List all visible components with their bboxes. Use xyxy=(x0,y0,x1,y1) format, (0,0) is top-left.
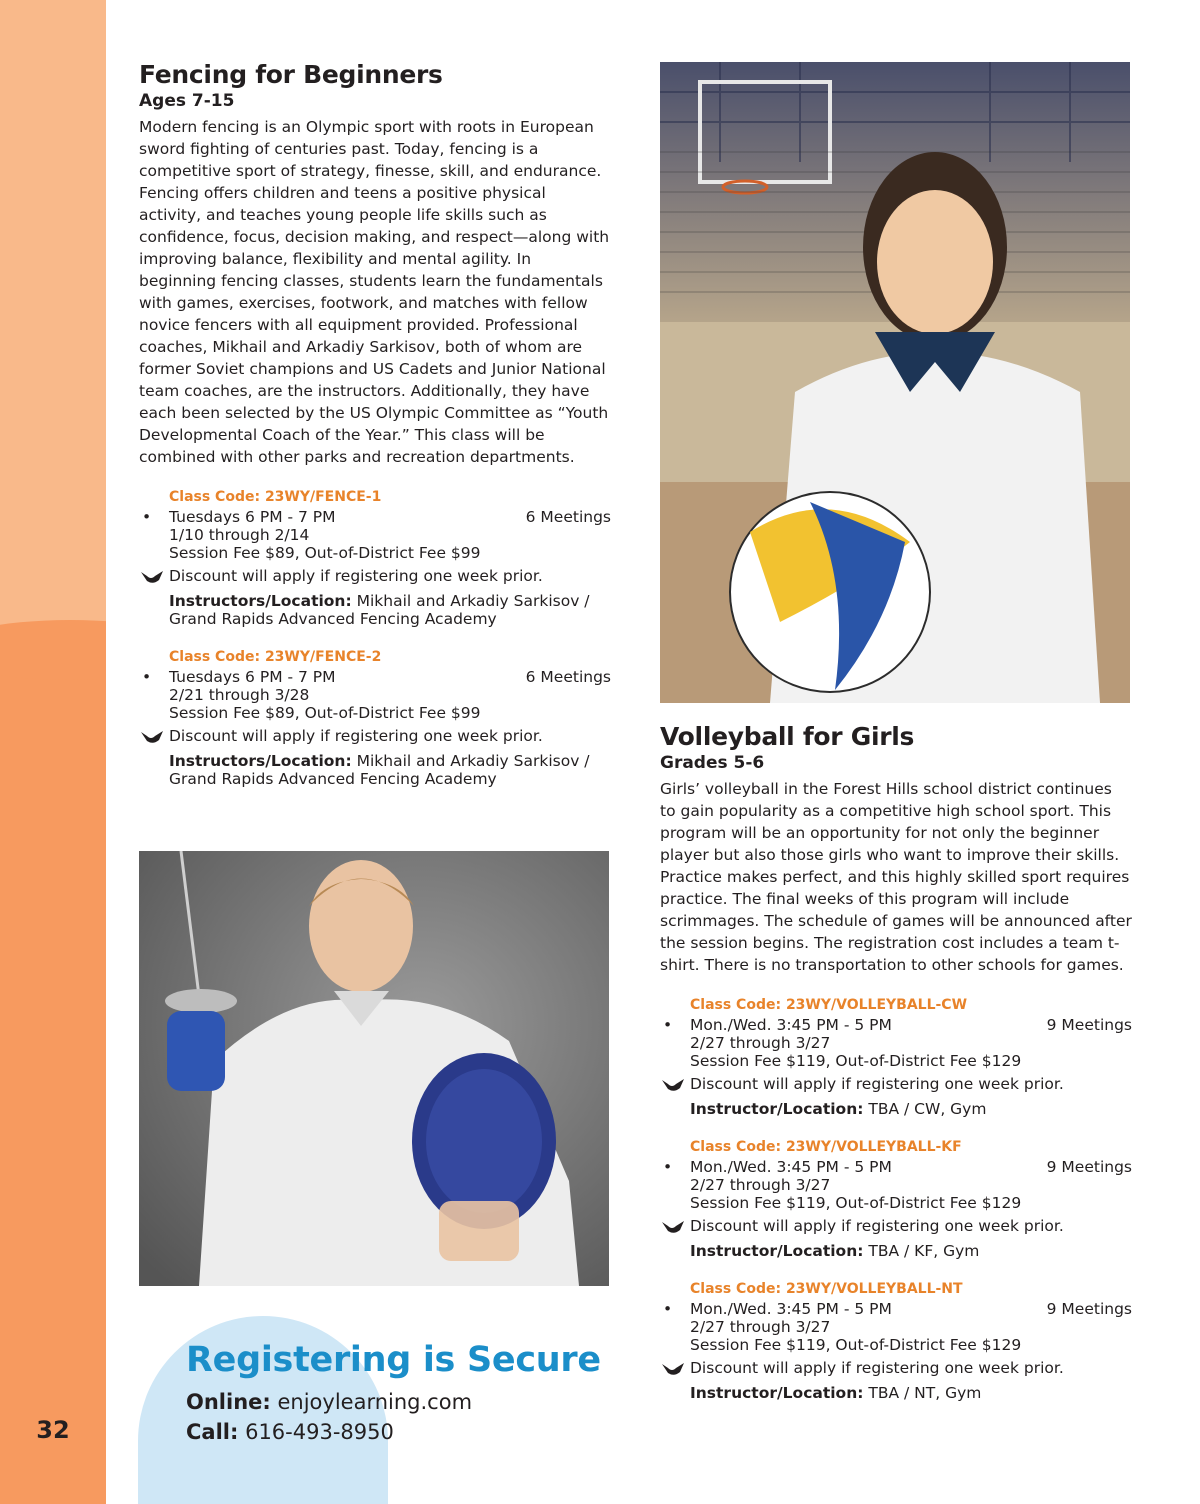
meetings: 9 Meetings xyxy=(1046,1158,1132,1176)
discount-icon xyxy=(141,730,163,744)
dates: 2/27 through 3/27 xyxy=(690,1318,831,1336)
instructor-location xyxy=(169,592,611,628)
registration-call xyxy=(186,1420,394,1444)
schedule: Tuesdays 6 PM - 7 PM xyxy=(169,668,336,686)
discount-text: Discount will apply if registering one week prior. xyxy=(690,1217,1064,1235)
fees: Session Fee $119, Out-of-District Fee $129 xyxy=(690,1052,1022,1070)
instructor-line-2: Grand Rapids Advanced Fencing Academy xyxy=(169,770,497,788)
bullet: • xyxy=(663,1158,673,1176)
side-color-bar xyxy=(0,0,106,1504)
discount-text: Discount will apply if registering one week prior. xyxy=(169,727,543,745)
meetings: 9 Meetings xyxy=(1046,1016,1132,1034)
fencing-title: Fencing for Beginners xyxy=(139,60,443,89)
dates: 2/27 through 3/27 xyxy=(690,1176,831,1194)
girl-with-volleyball-photo xyxy=(660,62,1130,703)
instructor-value: TBA / KF, Gym xyxy=(868,1242,980,1260)
instructor-location xyxy=(690,1242,1132,1260)
bullet: • xyxy=(142,508,152,526)
schedule-line xyxy=(142,668,611,686)
discount-text: Discount will apply if registering one week prior. xyxy=(690,1075,1064,1093)
discount-text: Discount will apply if registering one week prior. xyxy=(690,1359,1064,1377)
fencing-class-2 xyxy=(139,646,611,788)
call-label: Call: xyxy=(186,1420,239,1444)
schedule: Mon./Wed. 3:45 PM - 5 PM xyxy=(690,1300,892,1318)
volleyball-class-cw xyxy=(660,994,1132,1118)
discount-icon xyxy=(141,570,163,584)
volleyball-title: Volleyball for Girls xyxy=(660,722,915,751)
volleyball-class-kf xyxy=(660,1136,1132,1260)
instructor-location xyxy=(690,1384,1132,1402)
class-code: Class Code: 23WY/FENCE-1 xyxy=(169,489,382,505)
fencing-description: Modern fencing is an Olympic sport with roots in European sword fighting of centuries past. Today, fencing is a competitive sport of strategy, finesse, skill, and endurance. Fencing offers children and teens a positive physical activity, and teaches young people life skills such as confidence, focus, decision making, and respect—along with improving balance, flexibility and mental agility. In beginning fencing classes, students learn the fundamentals with games, exercises, footwork, and matches with fellow novice fencers with all equipment provided. Professional coaches, Mikhail and Arkadiy Sarkisov, both of whom are former Soviet champions and US Cadets and Junior National team coaches, are the instructors. Additionally, they have each been selected by the US Olympic Committee as “Youth Developmental Coach of the Year.” This class will be combined with other parks and recreation departments. xyxy=(139,118,610,466)
instructor-label: Instructor/Location: xyxy=(690,1242,864,1260)
instructor-label: Instructors/Location: xyxy=(169,592,352,610)
fees: Session Fee $119, Out-of-District Fee $129 xyxy=(690,1336,1022,1354)
boy-fencer-photo xyxy=(139,851,609,1286)
schedule: Tuesdays 6 PM - 7 PM xyxy=(169,508,336,526)
instructor-label: Instructor/Location: xyxy=(690,1100,864,1118)
volleyball-grades: Grades 5-6 xyxy=(660,753,765,773)
online-link[interactable]: enjoylearning.com xyxy=(277,1390,473,1414)
bullet: • xyxy=(142,668,152,686)
class-code: Class Code: 23WY/VOLLEYBALL-NT xyxy=(690,1281,963,1297)
discount-line xyxy=(690,1072,1132,1096)
meetings: 6 Meetings xyxy=(525,508,611,526)
volleyball-section xyxy=(660,722,1132,1402)
meetings: 6 Meetings xyxy=(525,668,611,686)
fencing-class-1 xyxy=(139,486,611,628)
meetings: 9 Meetings xyxy=(1046,1300,1132,1318)
registration-title: Registering is Secure xyxy=(186,1340,601,1380)
bullet: • xyxy=(663,1016,673,1034)
fees: Session Fee $89, Out-of-District Fee $99 xyxy=(169,544,481,562)
side-bar-wave xyxy=(0,620,106,680)
schedule-line xyxy=(663,1158,1132,1176)
dates: 2/21 through 3/28 xyxy=(169,686,310,704)
dates: 2/27 through 3/27 xyxy=(690,1034,831,1052)
discount-line xyxy=(690,1356,1132,1380)
schedule-line xyxy=(663,1016,1132,1034)
class-code: Class Code: 23WY/VOLLEYBALL-CW xyxy=(690,997,968,1013)
bullet: • xyxy=(663,1300,673,1318)
side-bar-light-band xyxy=(0,0,106,640)
instructor-line-1: Mikhail and Arkadiy Sarkisov / xyxy=(356,752,590,770)
phone-number[interactable]: 616-493-8950 xyxy=(245,1420,394,1444)
dates: 1/10 through 2/14 xyxy=(169,526,310,544)
schedule: Mon./Wed. 3:45 PM - 5 PM xyxy=(690,1016,892,1034)
discount-line xyxy=(169,564,611,588)
fees: Session Fee $89, Out-of-District Fee $99 xyxy=(169,704,481,722)
discount-line xyxy=(169,724,611,748)
instructor-value: TBA / CW, Gym xyxy=(868,1100,987,1118)
page-number: 32 xyxy=(36,1416,70,1444)
instructor-label: Instructors/Location: xyxy=(169,752,352,770)
instructor-value: TBA / NT, Gym xyxy=(868,1384,982,1402)
schedule-line xyxy=(142,508,611,526)
volleyball-class-nt xyxy=(660,1278,1132,1402)
fencing-ages: Ages 7-15 xyxy=(139,91,235,111)
online-label: Online: xyxy=(186,1390,271,1414)
volleyball-description: Girls’ volleyball in the Forest Hills school district continues to gain popularity as a competitive high school sport. This program will be an opportunity for not only the beginner player but also those girls who want to improve their skills. Practice makes perfect, and this highly skilled sport requires practice. The final weeks of this program will include scrimmages. The schedule of games will be announced after the session begins. The registration cost includes a team t-shirt. There is no transportation to other schools for games. xyxy=(660,780,1132,974)
discount-icon xyxy=(662,1220,684,1234)
fencing-section xyxy=(139,60,611,788)
instructor-location xyxy=(169,752,611,788)
boy-photo-illustration xyxy=(139,851,609,1286)
discount-line xyxy=(690,1214,1132,1238)
instructor-line-2: Grand Rapids Advanced Fencing Academy xyxy=(169,610,497,628)
class-code: Class Code: 23WY/FENCE-2 xyxy=(169,649,382,665)
class-code: Class Code: 23WY/VOLLEYBALL-KF xyxy=(690,1139,962,1155)
instructor-location xyxy=(690,1100,1132,1118)
registration-online xyxy=(186,1390,472,1414)
schedule: Mon./Wed. 3:45 PM - 5 PM xyxy=(690,1158,892,1176)
instructor-label: Instructor/Location: xyxy=(690,1384,864,1402)
discount-icon xyxy=(662,1078,684,1092)
girl-photo-illustration xyxy=(660,62,1130,703)
instructor-line-1: Mikhail and Arkadiy Sarkisov / xyxy=(356,592,590,610)
fees: Session Fee $119, Out-of-District Fee $129 xyxy=(690,1194,1022,1212)
discount-text: Discount will apply if registering one week prior. xyxy=(169,567,543,585)
discount-icon xyxy=(662,1362,684,1376)
schedule-line xyxy=(663,1300,1132,1318)
